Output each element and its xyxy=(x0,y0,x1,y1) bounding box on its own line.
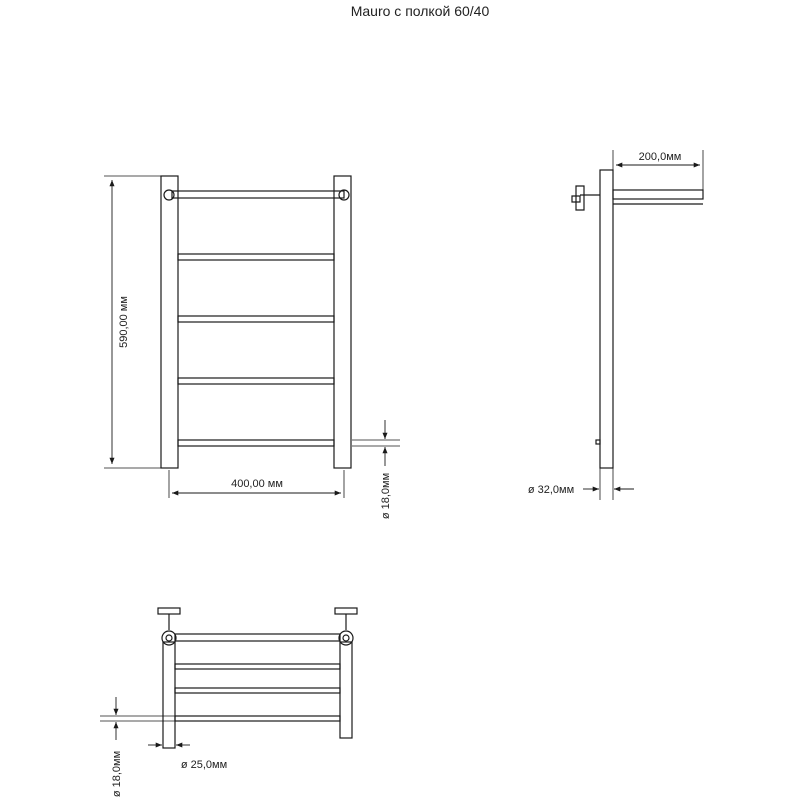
depth-label: 200,0мм xyxy=(638,151,682,163)
top-rail-4 xyxy=(175,716,340,721)
top-rail-3 xyxy=(175,688,340,693)
side-post-label: ø 32,0мм xyxy=(527,484,575,496)
top-tube-label: ø 18,0мм xyxy=(111,750,123,798)
top-rail xyxy=(172,191,344,198)
left-bracket xyxy=(158,608,180,645)
width-label: 400,00 мм xyxy=(231,478,283,490)
height-label: 590,00 мм xyxy=(118,296,130,348)
top-rail-main xyxy=(175,634,340,641)
bottom-detail xyxy=(596,440,600,444)
front-view xyxy=(104,176,400,498)
shelf xyxy=(613,190,703,199)
top-view xyxy=(100,608,357,748)
top-left-post xyxy=(163,642,175,748)
top-right-post xyxy=(340,642,352,738)
left-post xyxy=(161,176,178,468)
right-post xyxy=(334,176,351,468)
right-bracket xyxy=(335,608,357,645)
front-tube-label: ø 18,0мм xyxy=(380,472,392,520)
crossbar-4 xyxy=(178,440,334,446)
drawing-title: Mauro с полкой 60/40 xyxy=(350,3,490,19)
top-post-label: ø 25,0мм xyxy=(180,759,228,771)
side-view xyxy=(572,150,703,500)
crossbar-3 xyxy=(178,378,334,384)
crossbar-1 xyxy=(178,254,334,260)
crossbar-2 xyxy=(178,316,334,322)
side-post xyxy=(600,170,613,468)
top-rail-2 xyxy=(175,664,340,669)
